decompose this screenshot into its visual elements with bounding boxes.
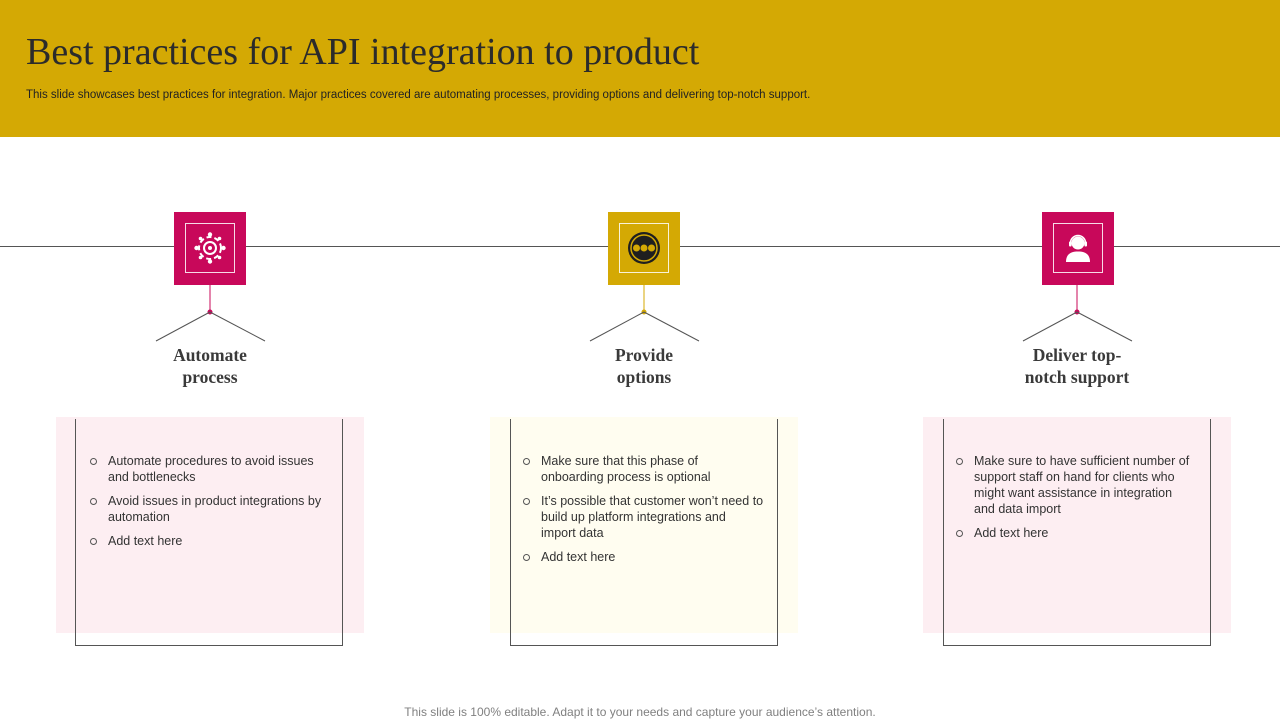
footer-note: This slide is 100% editable. Adapt it to your needs and capture your audience’s attention.	[404, 705, 876, 719]
icon-frame	[185, 223, 235, 273]
list-item: Make sure that this phase of onboarding process is optional	[522, 453, 764, 485]
support-title	[967, 344, 1187, 388]
options-bullets	[522, 453, 764, 573]
list-item: Add text here	[89, 533, 329, 549]
icon-frame	[619, 223, 669, 273]
options-title-line1: Provide	[614, 345, 673, 365]
support-bullets	[955, 453, 1195, 549]
automate-title-line2: process	[182, 367, 238, 387]
support-agent-icon	[1062, 232, 1094, 264]
list-item: Make sure to have sufficient number of support staff on hand for clients who might want assistance in integration and data import	[955, 453, 1195, 517]
options-title	[534, 344, 754, 388]
icon-frame	[1053, 223, 1103, 273]
options-title-line2: options	[616, 367, 672, 387]
support-title-line2: notch support	[1024, 367, 1130, 387]
automate-title-line1: Automate	[173, 345, 247, 365]
gear-network-icon	[193, 231, 227, 265]
automate-icon-box	[174, 212, 246, 285]
list-item: Add text here	[955, 525, 1195, 541]
options-icon-box	[608, 212, 680, 285]
list-item: Automate procedures to avoid issues and bottlenecks	[89, 453, 329, 485]
header-banner	[0, 0, 1280, 137]
slide-title: Best practices for API integration to product	[26, 31, 700, 73]
support-icon-box	[1042, 212, 1114, 285]
options-dots-icon	[626, 230, 662, 266]
list-item: It’s possible that customer won’t need to build up platform integrations and import data	[522, 493, 764, 541]
slide-subtitle: This slide showcases best practices for integration. Major practices covered are automating processes, providing options and delivering top-notch support.	[26, 89, 811, 101]
support-title-line1: Deliver top-	[1032, 345, 1122, 365]
list-item: Avoid issues in product integrations by automation	[89, 493, 329, 525]
automate-bullets	[89, 453, 329, 557]
automate-title	[100, 344, 320, 388]
list-item: Add text here	[522, 549, 764, 565]
